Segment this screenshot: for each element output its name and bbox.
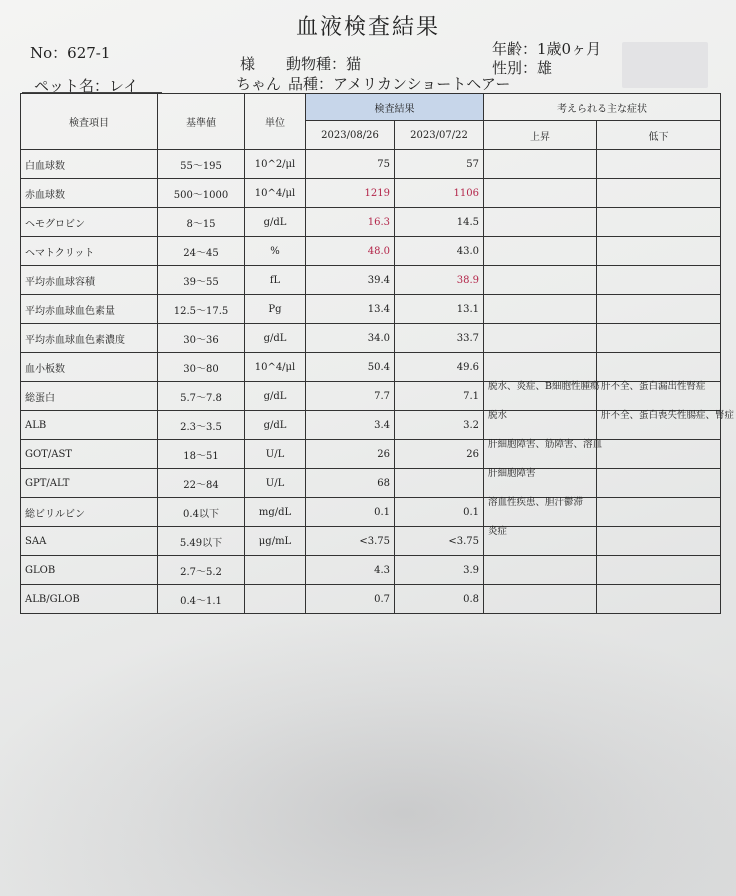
row-symptom-increase: 溶血性疾患、胆汁鬱滞 bbox=[484, 498, 597, 527]
row-result-2023-07-22: 3.2 bbox=[395, 411, 484, 440]
species: 動物種：猫 bbox=[286, 55, 362, 73]
row-symptom-increase: 脱水 bbox=[484, 411, 597, 440]
row-reference-range: 24〜45 bbox=[158, 237, 245, 266]
row-item-name: ヘマトクリット bbox=[21, 237, 158, 266]
row-result-2023-07-22: 3.9 bbox=[395, 556, 484, 585]
table-row bbox=[21, 469, 721, 498]
table-row bbox=[21, 556, 721, 585]
row-symptom-increase bbox=[484, 353, 597, 382]
row-reference-range: 5.49以下 bbox=[158, 527, 245, 556]
age: 年齢：1歳0ヶ月 bbox=[492, 40, 602, 58]
header-date-1: 2023/08/26 bbox=[306, 121, 395, 150]
row-reference-range: 5.7〜7.8 bbox=[158, 382, 245, 411]
row-result-2023-08-26: 0.7 bbox=[306, 585, 395, 614]
paper-shadow bbox=[0, 620, 736, 896]
row-result-2023-08-26: 39.4 bbox=[306, 266, 395, 295]
row-reference-range: 2.3〜3.5 bbox=[158, 411, 245, 440]
table-row bbox=[21, 498, 721, 527]
page-title: 血液検査結果 bbox=[295, 15, 440, 40]
row-result-2023-07-22: 0.8 bbox=[395, 585, 484, 614]
table-body bbox=[21, 150, 735, 614]
row-symptom-increase bbox=[484, 237, 597, 266]
row-item-name: 総ビリルビン bbox=[21, 498, 158, 527]
row-result-2023-07-22: 26 bbox=[395, 440, 484, 469]
row-result-2023-07-22: 0.1 bbox=[395, 498, 484, 527]
row-unit: mg/dL bbox=[245, 498, 306, 527]
row-symptom-increase bbox=[484, 208, 597, 237]
table-row bbox=[21, 382, 721, 411]
row-item-name: ALB bbox=[21, 411, 158, 440]
header-results: 検査結果 bbox=[306, 94, 484, 121]
row-result-2023-07-22: 13.1 bbox=[395, 295, 484, 324]
row-result-2023-08-26: 48.0 bbox=[306, 237, 395, 266]
table-row bbox=[21, 266, 721, 295]
row-unit: g/dL bbox=[245, 382, 306, 411]
row-symptom-decrease bbox=[597, 179, 721, 208]
row-symptom-decrease bbox=[597, 498, 721, 527]
row-symptom-increase bbox=[484, 556, 597, 585]
row-item-name: GOT/AST bbox=[21, 440, 158, 469]
row-symptom-decrease bbox=[597, 324, 721, 353]
row-item-name: 平均赤血球容積 bbox=[21, 266, 158, 295]
table-row bbox=[21, 353, 721, 382]
row-result-2023-08-26: 26 bbox=[306, 440, 395, 469]
row-result-2023-08-26: <3.75 bbox=[306, 527, 395, 556]
redacted-area bbox=[622, 42, 708, 88]
table-row bbox=[21, 237, 721, 266]
row-symptom-increase: 肝細胞障害、筋障害、溶血 bbox=[484, 440, 597, 469]
row-result-2023-08-26: 3.4 bbox=[306, 411, 395, 440]
table-row bbox=[21, 295, 721, 324]
row-reference-range: 2.7〜5.2 bbox=[158, 556, 245, 585]
row-reference-range: 30〜80 bbox=[158, 353, 245, 382]
row-reference-range: 18〜51 bbox=[158, 440, 245, 469]
row-result-2023-07-22: <3.75 bbox=[395, 527, 484, 556]
row-unit: g/dL bbox=[245, 208, 306, 237]
row-unit: % bbox=[245, 237, 306, 266]
breed: 品種：アメリカンショートヘアー bbox=[288, 75, 511, 93]
row-result-2023-08-26: 13.4 bbox=[306, 295, 395, 324]
header-unit: 単位 bbox=[245, 94, 306, 150]
sama-suffix: 様 bbox=[240, 55, 256, 73]
row-symptom-increase: 肝細胞障害 bbox=[484, 469, 597, 498]
row-symptom-decrease bbox=[597, 208, 721, 237]
row-reference-range: 12.5〜17.5 bbox=[158, 295, 245, 324]
header-increase: 上昇 bbox=[484, 121, 597, 150]
row-reference-range: 0.4以下 bbox=[158, 498, 245, 527]
row-result-2023-08-26: 50.4 bbox=[306, 353, 395, 382]
row-symptom-decrease bbox=[597, 585, 721, 614]
row-result-2023-08-26: 16.3 bbox=[306, 208, 395, 237]
row-symptom-increase bbox=[484, 585, 597, 614]
row-unit bbox=[245, 585, 306, 614]
row-unit: 10^2/μl bbox=[245, 150, 306, 179]
row-result-2023-07-22: 14.5 bbox=[395, 208, 484, 237]
row-result-2023-08-26: 0.1 bbox=[306, 498, 395, 527]
row-symptom-decrease bbox=[597, 237, 721, 266]
row-symptom-decrease bbox=[597, 556, 721, 585]
row-unit: Pg bbox=[245, 295, 306, 324]
record-number: No：627-1 bbox=[30, 44, 111, 62]
row-item-name: 平均赤血球血色素濃度 bbox=[21, 324, 158, 353]
row-unit: g/dL bbox=[245, 324, 306, 353]
row-unit: fL bbox=[245, 266, 306, 295]
row-result-2023-08-26: 1219 bbox=[306, 179, 395, 208]
row-unit: 10^4/μl bbox=[245, 353, 306, 382]
row-symptom-decrease bbox=[597, 527, 721, 556]
header-decrease: 低下 bbox=[597, 121, 721, 150]
row-symptom-decrease bbox=[597, 150, 721, 179]
table-row bbox=[21, 324, 721, 353]
row-result-2023-07-22 bbox=[395, 469, 484, 498]
row-item-name: ALB/GLOB bbox=[21, 585, 158, 614]
row-reference-range: 39〜55 bbox=[158, 266, 245, 295]
row-item-name: GLOB bbox=[21, 556, 158, 585]
row-result-2023-07-22: 7.1 bbox=[395, 382, 484, 411]
row-item-name: 平均赤血球血色素量 bbox=[21, 295, 158, 324]
row-reference-range: 0.4〜1.1 bbox=[158, 585, 245, 614]
header-date-2: 2023/07/22 bbox=[395, 121, 484, 150]
row-reference-range: 8〜15 bbox=[158, 208, 245, 237]
row-reference-range: 22〜84 bbox=[158, 469, 245, 498]
pet-name: ペット名：レイ bbox=[34, 77, 139, 95]
row-result-2023-08-26: 68 bbox=[306, 469, 395, 498]
row-unit: U/L bbox=[245, 440, 306, 469]
row-symptom-increase bbox=[484, 266, 597, 295]
table-row bbox=[21, 440, 721, 469]
row-result-2023-07-22: 57 bbox=[395, 150, 484, 179]
row-symptom-decrease bbox=[597, 266, 721, 295]
table-row bbox=[21, 179, 721, 208]
row-result-2023-08-26: 7.7 bbox=[306, 382, 395, 411]
row-result-2023-08-26: 75 bbox=[306, 150, 395, 179]
row-unit: 10^4/μl bbox=[245, 179, 306, 208]
chan-suffix: ちゃん bbox=[236, 75, 282, 93]
row-reference-range: 500〜1000 bbox=[158, 179, 245, 208]
row-reference-range: 55〜195 bbox=[158, 150, 245, 179]
row-symptom-decrease bbox=[597, 295, 721, 324]
row-symptom-decrease: 肝不全、蛋白喪失性腸症、腎症 bbox=[597, 411, 721, 440]
row-result-2023-08-26: 34.0 bbox=[306, 324, 395, 353]
row-reference-range: 30〜36 bbox=[158, 324, 245, 353]
table-row bbox=[21, 585, 721, 614]
header-reference: 基準値 bbox=[158, 94, 245, 150]
row-symptom-decrease: 肝不全、蛋白漏出性腎症 bbox=[597, 382, 721, 411]
table-row bbox=[21, 150, 721, 179]
row-result-2023-07-22: 43.0 bbox=[395, 237, 484, 266]
row-item-name: 赤血球数 bbox=[21, 179, 158, 208]
row-result-2023-08-26: 4.3 bbox=[306, 556, 395, 585]
row-unit: μg/mL bbox=[245, 527, 306, 556]
row-item-name: SAA bbox=[21, 527, 158, 556]
row-symptom-increase bbox=[484, 295, 597, 324]
row-unit bbox=[245, 556, 306, 585]
row-item-name: ヘモグロビン bbox=[21, 208, 158, 237]
row-item-name: 白血球数 bbox=[21, 150, 158, 179]
header-item: 検査項目 bbox=[21, 94, 158, 150]
blood-test-table bbox=[20, 93, 735, 614]
row-result-2023-07-22: 49.6 bbox=[395, 353, 484, 382]
row-symptom-increase: 炎症 bbox=[484, 527, 597, 556]
sex: 性別：雄 bbox=[492, 59, 553, 77]
row-symptom-decrease bbox=[597, 440, 721, 469]
table-row bbox=[21, 411, 721, 440]
row-item-name: GPT/ALT bbox=[21, 469, 158, 498]
row-result-2023-07-22: 33.7 bbox=[395, 324, 484, 353]
row-symptom-increase bbox=[484, 324, 597, 353]
row-item-name: 血小板数 bbox=[21, 353, 158, 382]
row-symptom-decrease bbox=[597, 353, 721, 382]
row-result-2023-07-22: 38.9 bbox=[395, 266, 484, 295]
row-unit: U/L bbox=[245, 469, 306, 498]
row-symptom-increase: 脱水、炎症、B細胞性腫瘍 bbox=[484, 382, 597, 411]
table-row bbox=[21, 527, 721, 556]
row-symptom-increase bbox=[484, 150, 597, 179]
row-symptom-decrease bbox=[597, 469, 721, 498]
table-row bbox=[21, 208, 721, 237]
row-unit: g/dL bbox=[245, 411, 306, 440]
row-symptom-increase bbox=[484, 179, 597, 208]
header-symptoms: 考えられる主な症状 bbox=[484, 94, 721, 121]
row-item-name: 総蛋白 bbox=[21, 382, 158, 411]
row-result-2023-07-22: 1106 bbox=[395, 179, 484, 208]
